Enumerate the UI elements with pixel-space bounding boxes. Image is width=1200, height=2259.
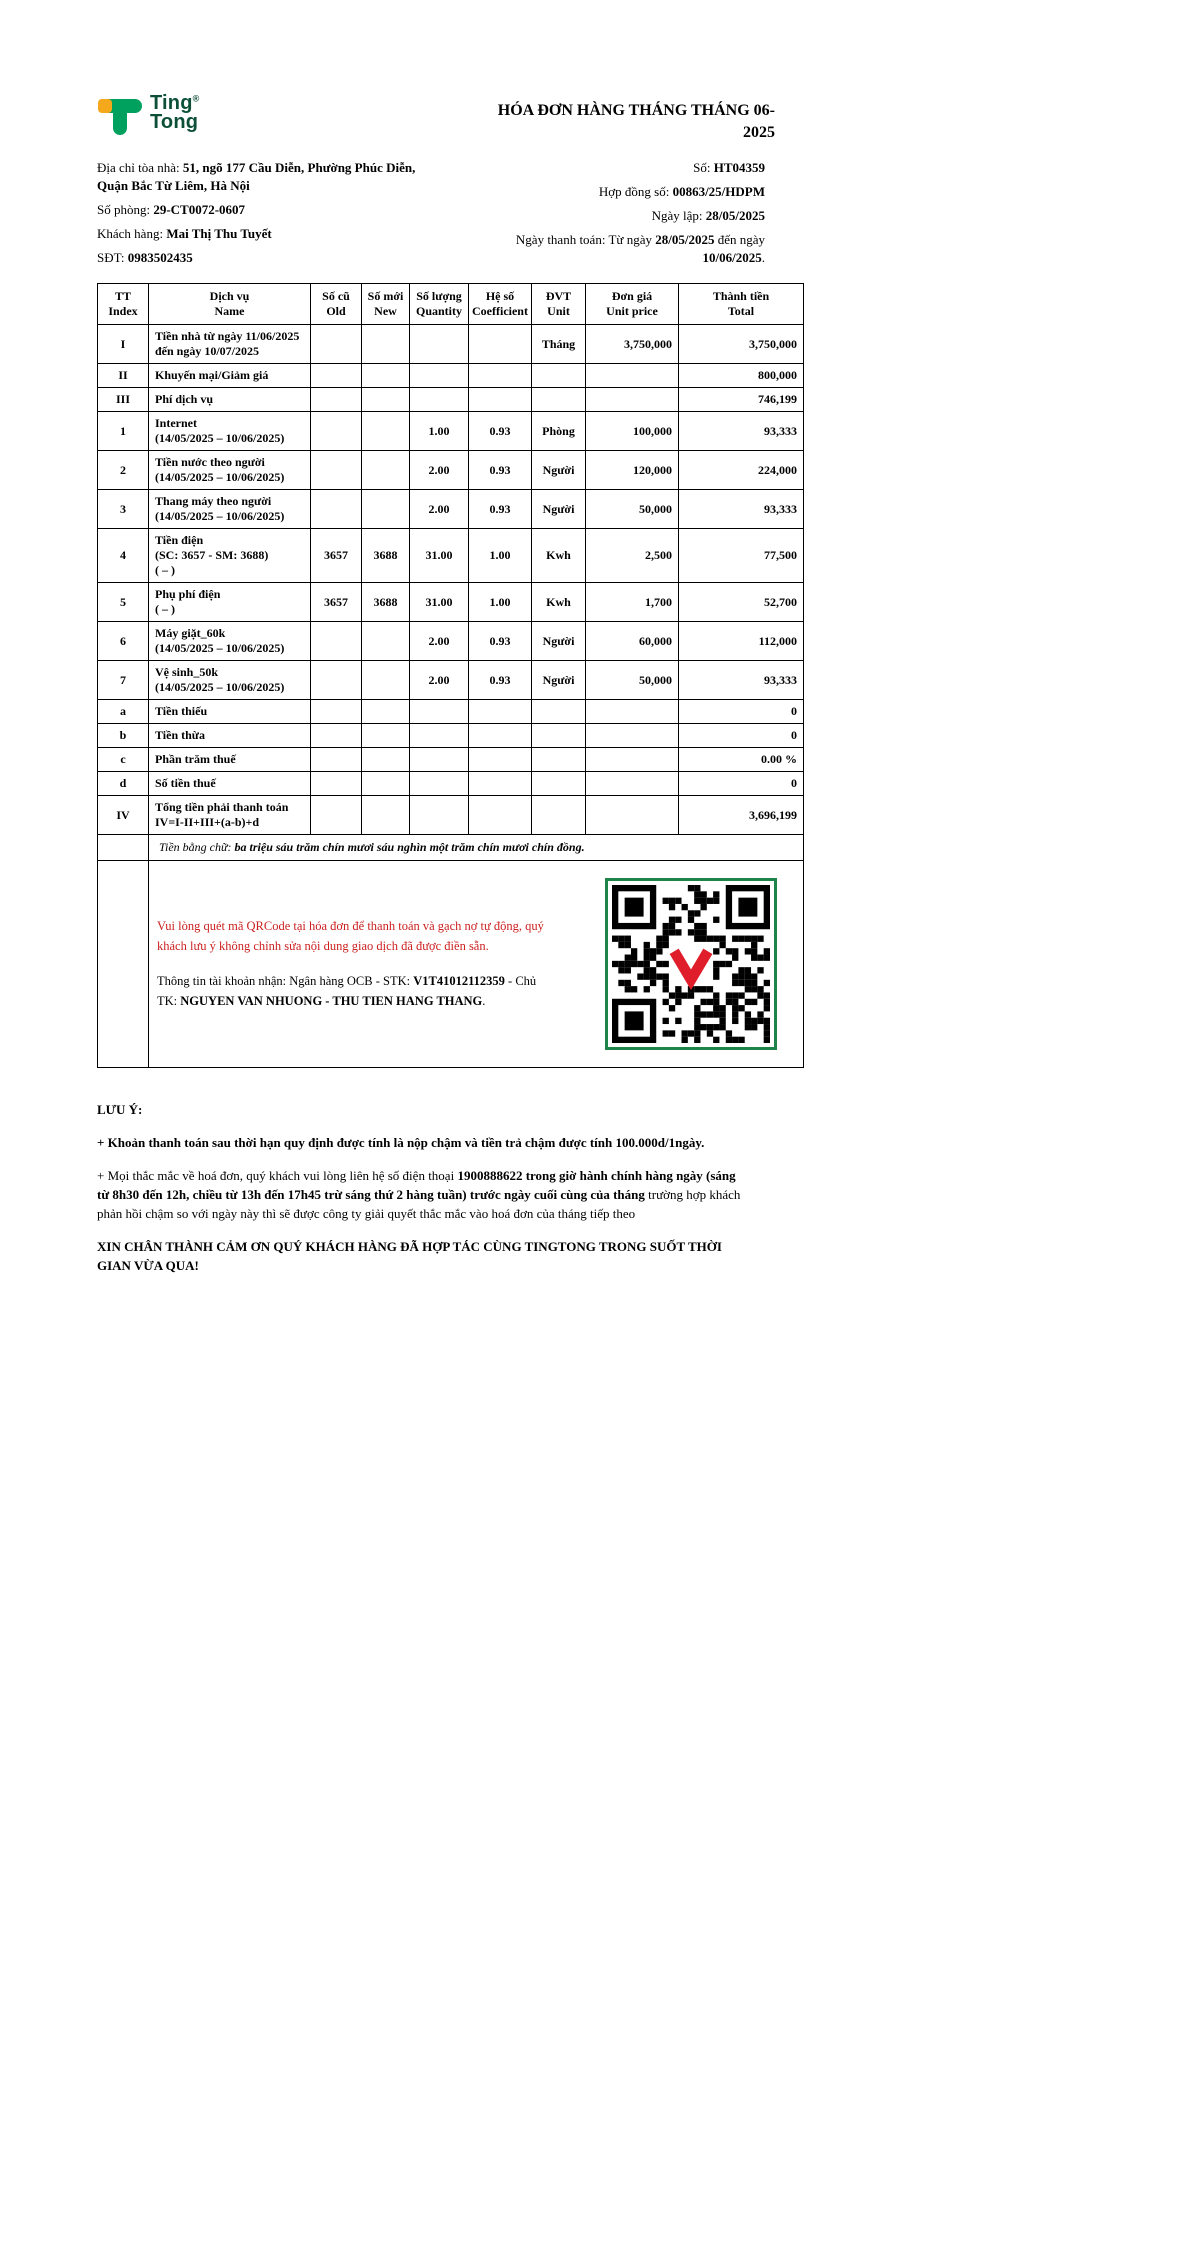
text-segment: Mai Thị Thu Tuyết <box>166 226 272 242</box>
cell-total: 746,199 <box>679 388 804 412</box>
cell-qty: 31.00 <box>410 529 469 583</box>
cell-coef: 0.93 <box>469 490 532 529</box>
invoice-number <box>473 159 765 177</box>
cell-unit: Kwh <box>532 583 586 622</box>
table-row <box>98 325 804 364</box>
cell-index: II <box>98 364 149 388</box>
payment-period <box>473 231 765 267</box>
table-row <box>98 748 804 772</box>
text-segment: SĐT: <box>97 250 128 266</box>
header-line-en: Index <box>108 304 138 319</box>
cell-qty <box>410 772 469 796</box>
text-segment: Địa chỉ tòa nhà: <box>97 160 183 176</box>
cell-name: Máy giặt_60k (14/05/2025 – 10/06/2025) <box>149 622 311 661</box>
col-header-coefficient <box>469 284 532 325</box>
cell-name: Tổng tiền phải thanh toán IV=I-II+III+(a-b)+d <box>149 796 311 835</box>
notes-title: LƯU Ý: <box>97 1102 143 1118</box>
cell-price: 120,000 <box>586 451 679 490</box>
cell-qty: 2.00 <box>410 490 469 529</box>
cell-qty: 2.00 <box>410 622 469 661</box>
cell-unit <box>532 364 586 388</box>
qr-code-image <box>612 885 770 1043</box>
cell-new <box>362 661 410 700</box>
cell-coef <box>469 748 532 772</box>
cell-unit <box>532 772 586 796</box>
cell-old: 3657 <box>311 583 362 622</box>
cell-coef <box>469 325 532 364</box>
cell-price <box>586 724 679 748</box>
cell-old <box>311 388 362 412</box>
header-line-en: New <box>374 304 397 319</box>
text-segment: Ngày lập: <box>651 208 706 224</box>
cell-coef: 0.93 <box>469 451 532 490</box>
cell-price: 1,700 <box>586 583 679 622</box>
text-segment: 28/05/2025 <box>655 232 715 248</box>
text-segment: Số phòng: <box>97 202 154 218</box>
payment-instructions <box>157 917 559 1011</box>
cell-total: 3,696,199 <box>679 796 804 835</box>
cell-index: 6 <box>98 622 149 661</box>
cell-old <box>311 622 362 661</box>
cell-name: Thang máy theo người (14/05/2025 – 10/06/2025) <box>149 490 311 529</box>
cell-total: 52,700 <box>679 583 804 622</box>
header-line-vi: Đơn giá <box>611 289 653 304</box>
cell-total: 0.00 % <box>679 748 804 772</box>
header-line-vi: Dịch vụ <box>209 289 250 304</box>
table-row <box>98 583 804 622</box>
cell-new <box>362 622 410 661</box>
invoice-title: HÓA ĐƠN HÀNG THÁNG THÁNG 06-2025 <box>497 102 775 141</box>
cell-coef <box>469 772 532 796</box>
cell-total: 0 <box>679 700 804 724</box>
text-segment: Ngày thanh toán: Từ ngày <box>515 232 656 248</box>
text-segment: V1T41012112359 <box>413 974 505 989</box>
cell-new <box>362 700 410 724</box>
cell-index: 7 <box>98 661 149 700</box>
cell-qty: 2.00 <box>410 451 469 490</box>
text-segment: 1900888622 trong giờ hành chính hàng ngày (sáng từ 8h30 đến 12h, chiều từ 13h đến 17h45 trừ sáng thứ 2 hàng tuần) trước ngày cuối cùng của tháng <box>97 1168 736 1203</box>
cell-price: 100,000 <box>586 412 679 451</box>
qr-section <box>149 861 804 1068</box>
cell-unit: Kwh <box>532 529 586 583</box>
cell-index: III <box>98 388 149 412</box>
header-line-en: Total <box>727 304 755 319</box>
contact-note <box>97 1166 749 1223</box>
amount-in-words-value: ba triệu sáu trăm chín mươi sáu nghìn một trăm chín mươi chín đồng. <box>234 840 585 855</box>
header-line-en: Old <box>326 304 346 319</box>
col-header-unit <box>532 284 586 325</box>
col-header-new <box>362 284 410 325</box>
cell-coef <box>469 724 532 748</box>
qr-row <box>98 861 804 1068</box>
cell-unit: Phòng <box>532 412 586 451</box>
table-row <box>98 451 804 490</box>
cell-new <box>362 388 410 412</box>
cell-new <box>362 412 410 451</box>
issue-date <box>473 207 765 225</box>
cell-price: 3,750,000 <box>586 325 679 364</box>
cell-unit: Người <box>532 622 586 661</box>
amount-in-words-row <box>98 835 804 861</box>
text-segment: . <box>482 993 486 1008</box>
col-header-index <box>98 284 149 325</box>
cell-coef: 0.93 <box>469 412 532 451</box>
text-segment: . <box>761 250 765 266</box>
cell-old <box>311 772 362 796</box>
cell-old <box>311 325 362 364</box>
table-row <box>98 529 804 583</box>
cell-old <box>311 661 362 700</box>
cell-price <box>586 796 679 835</box>
header-line-vi: Hệ số <box>485 289 515 304</box>
cell-index: 3 <box>98 490 149 529</box>
cell-unit <box>532 796 586 835</box>
cell-qty <box>410 796 469 835</box>
header-line-vi: ĐVT <box>545 289 572 304</box>
cell-new <box>362 364 410 388</box>
cell-qty <box>410 700 469 724</box>
cell-index: a <box>98 700 149 724</box>
notes-section <box>97 1100 749 1275</box>
cell-total: 93,333 <box>679 412 804 451</box>
tingtong-logo-icon <box>97 90 143 136</box>
cell-price <box>586 388 679 412</box>
header-line-en: Name <box>214 304 245 319</box>
trademark-symbol: ® <box>192 93 200 104</box>
cell-index: c <box>98 748 149 772</box>
info-left-column <box>97 159 449 273</box>
cell-coef <box>469 796 532 835</box>
cell-name: Tiền nước theo người (14/05/2025 – 10/06/2025) <box>149 451 311 490</box>
text-segment: 51, ngõ 177 Cầu Diễn, Phường Phúc Diễn, Quận Bắc Từ Liêm, Hà Nội <box>97 160 416 194</box>
text-segment: 0983502435 <box>127 250 193 266</box>
cell-old <box>311 451 362 490</box>
invoice-info <box>97 159 803 273</box>
thanks-note: XIN CHÂN THÀNH CẢM ƠN QUÝ KHÁCH HÀNG ĐÃ HỢP TÁC CÙNG TINGTONG TRONG SUỐT THỜI GIAN VỪA QUA! <box>97 1239 722 1274</box>
empty-index-cell <box>98 835 149 861</box>
invoice-header <box>97 90 803 143</box>
building-address <box>97 159 449 195</box>
header-line-vi: Số lượng <box>416 289 462 304</box>
cell-name: Số tiền thuế <box>149 772 311 796</box>
cell-unit <box>532 388 586 412</box>
cell-old <box>311 700 362 724</box>
cell-index: 2 <box>98 451 149 490</box>
header-line-vi: Thành tiền <box>712 289 770 304</box>
invoice-content <box>97 90 803 1289</box>
cell-coef: 0.93 <box>469 661 532 700</box>
table-row <box>98 490 804 529</box>
cell-name: Phần trăm thuế <box>149 748 311 772</box>
table-row <box>98 388 804 412</box>
cell-unit: Người <box>532 490 586 529</box>
cell-old <box>311 364 362 388</box>
text-segment: trường hợp khách phản hồi chậm so với ngày này thì sẽ được công ty giải quyết thắc mắc vào hoá đơn của tháng tiếp theo <box>97 1187 741 1222</box>
cell-index: b <box>98 724 149 748</box>
cell-old <box>311 748 362 772</box>
empty-index-cell <box>98 861 149 1068</box>
header-line-vi: Số cũ <box>322 289 350 304</box>
text-segment: Hợp đồng số: <box>598 184 673 200</box>
cell-coef: 0.93 <box>469 622 532 661</box>
cell-price <box>586 772 679 796</box>
cell-new: 3688 <box>362 583 410 622</box>
text-segment: Số: <box>693 160 714 176</box>
customer-name <box>97 225 449 243</box>
table-row <box>98 622 804 661</box>
cell-old <box>311 412 362 451</box>
brand-name-line1: Ting <box>150 92 193 114</box>
cell-new: 3688 <box>362 529 410 583</box>
table-row <box>98 412 804 451</box>
cell-unit: Tháng <box>532 325 586 364</box>
cell-qty: 31.00 <box>410 583 469 622</box>
cell-price: 2,500 <box>586 529 679 583</box>
room-number <box>97 201 449 219</box>
text-segment: đến ngày <box>714 232 765 248</box>
cell-new <box>362 772 410 796</box>
cell-name: Khuyến mại/Giảm giá <box>149 364 311 388</box>
header-line-en: Coefficient <box>472 304 528 319</box>
cell-price <box>586 364 679 388</box>
table-row <box>98 700 804 724</box>
contract-number <box>473 183 765 201</box>
text-segment: Khách hàng: <box>97 226 167 242</box>
cell-unit: Người <box>532 451 586 490</box>
cell-total: 800,000 <box>679 364 804 388</box>
cell-new <box>362 724 410 748</box>
col-header-old <box>311 284 362 325</box>
qr-code <box>605 878 777 1050</box>
table-header-row <box>98 284 804 325</box>
cell-qty: 2.00 <box>410 661 469 700</box>
table-row <box>98 661 804 700</box>
cell-new <box>362 748 410 772</box>
text-segment: 10/06/2025 <box>702 250 762 266</box>
cell-total: 0 <box>679 772 804 796</box>
cell-old <box>311 796 362 835</box>
cell-name: Tiền nhà từ ngày 11/06/2025 đến ngày 10/07/2025 <box>149 325 311 364</box>
text-segment: NGUYEN VAN NHUONG - THU TIEN HANG THANG <box>180 993 483 1008</box>
cell-qty <box>410 724 469 748</box>
cell-old: 3657 <box>311 529 362 583</box>
cell-total: 3,750,000 <box>679 325 804 364</box>
cell-total: 112,000 <box>679 622 804 661</box>
cell-new <box>362 325 410 364</box>
amount-in-words-label: Tiền bằng chữ: <box>159 840 235 855</box>
cell-coef <box>469 388 532 412</box>
cell-coef <box>469 364 532 388</box>
text-segment: - Chủ TK: <box>157 974 537 1008</box>
col-header-total <box>679 284 804 325</box>
info-right-column <box>473 159 803 273</box>
header-line-en: Unit price <box>606 304 658 319</box>
amount-in-words <box>149 835 804 861</box>
cell-qty <box>410 748 469 772</box>
cell-new <box>362 451 410 490</box>
cell-qty <box>410 364 469 388</box>
cell-total: 0 <box>679 724 804 748</box>
text-segment: 29-CT0072-0607 <box>153 202 246 218</box>
cell-price: 50,000 <box>586 490 679 529</box>
cell-index: I <box>98 325 149 364</box>
text-segment: HT04359 <box>713 160 765 176</box>
table-row <box>98 796 804 835</box>
late-payment-note <box>97 1133 749 1152</box>
col-header-service <box>149 284 311 325</box>
cell-name: Phí dịch vụ <box>149 388 311 412</box>
cell-price <box>586 700 679 724</box>
cell-total: 77,500 <box>679 529 804 583</box>
header-line-en: Quantity <box>415 304 462 319</box>
header-line-en: Unit <box>547 304 570 319</box>
cell-index: 1 <box>98 412 149 451</box>
cell-name: Internet (14/05/2025 – 10/06/2025) <box>149 412 311 451</box>
invoice-table <box>97 283 804 1068</box>
brand-logo <box>97 90 200 136</box>
cell-total: 93,333 <box>679 661 804 700</box>
cell-qty <box>410 388 469 412</box>
cell-price: 50,000 <box>586 661 679 700</box>
cell-name: Tiền điện (SC: 3657 - SM: 3688) ( – ) <box>149 529 311 583</box>
cell-unit <box>532 700 586 724</box>
cell-total: 224,000 <box>679 451 804 490</box>
cell-unit <box>532 748 586 772</box>
text-segment: Thông tin tài khoản nhận: Ngân hàng OCB - STK: <box>157 974 414 989</box>
customer-phone <box>97 249 449 267</box>
cell-qty: 1.00 <box>410 412 469 451</box>
cell-name: Vệ sinh_50k (14/05/2025 – 10/06/2025) <box>149 661 311 700</box>
cell-coef: 1.00 <box>469 529 532 583</box>
cell-coef: 1.00 <box>469 583 532 622</box>
cell-price <box>586 748 679 772</box>
cell-unit: Người <box>532 661 586 700</box>
cell-index: 5 <box>98 583 149 622</box>
header-line-vi: Số mới <box>367 289 404 304</box>
cell-total: 93,333 <box>679 490 804 529</box>
text-segment: 00863/25/HDPM <box>672 184 765 200</box>
brand-name-line2: Tong <box>150 111 199 133</box>
cell-qty <box>410 325 469 364</box>
cell-old <box>311 490 362 529</box>
col-header-quantity <box>410 284 469 325</box>
text-segment: 28/05/2025 <box>705 208 765 224</box>
text-segment: + Mọi thắc mắc về hoá đơn, quý khách vui lòng liên hệ số điện thoại <box>97 1168 458 1184</box>
table-row <box>98 724 804 748</box>
cell-price: 60,000 <box>586 622 679 661</box>
cell-name: Tiền thiếu <box>149 700 311 724</box>
col-header-unit-price <box>586 284 679 325</box>
table-row <box>98 772 804 796</box>
brand-name <box>150 94 200 132</box>
qr-instruction-text: Vui lòng quét mã QRCode tại hóa đơn để thanh toán và gạch nợ tự động, quý khách lưu ý không chỉnh sửa nội dung giao dịch đã được điền sẵn. <box>157 919 544 953</box>
cell-name: Phụ phí điện ( – ) <box>149 583 311 622</box>
cell-index: d <box>98 772 149 796</box>
bank-account-info <box>157 972 559 1011</box>
cell-name: Tiền thừa <box>149 724 311 748</box>
text-segment: + Khoản thanh toán sau thời hạn quy định được tính là nộp chậm và tiền trả chậm được tính 100.000d/1ngày. <box>97 1135 705 1151</box>
cell-index: 4 <box>98 529 149 583</box>
cell-new <box>362 796 410 835</box>
table-row <box>98 364 804 388</box>
cell-new <box>362 490 410 529</box>
cell-old <box>311 724 362 748</box>
cell-coef <box>469 700 532 724</box>
cell-index: IV <box>98 796 149 835</box>
cell-unit <box>532 724 586 748</box>
header-line-vi: TT <box>114 289 131 304</box>
